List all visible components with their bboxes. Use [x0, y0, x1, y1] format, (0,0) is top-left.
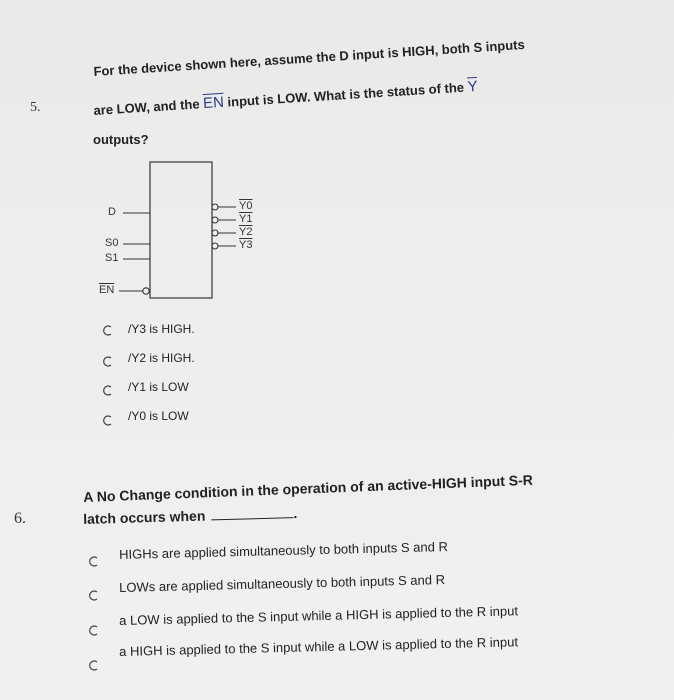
y3-bubble [212, 243, 218, 249]
y2-output-label: Y2 [239, 226, 253, 238]
q6-option-4-radio[interactable] [88, 660, 99, 671]
question-6-text-part: latch occurs when [83, 507, 206, 527]
radio-icon [102, 325, 113, 336]
q6-option-3-label[interactable]: a LOW is applied to the S input while a HIGH is applied to the R input [119, 603, 519, 628]
y0-bubble [212, 204, 218, 210]
en-overlined-label: $\overline{EN}$ [202, 93, 225, 113]
q5-option-1-label[interactable]: /Y3 is HIGH. [128, 322, 195, 336]
y-overlined-label: $\overline{Y}$ [467, 77, 479, 96]
question-6-text-line-1: A No Change condition in the operation of an active-HIGH input S-R [83, 471, 534, 505]
q5-option-2-radio[interactable] [102, 356, 113, 367]
radio-icon [88, 556, 99, 567]
q5-option-4-radio[interactable] [102, 415, 113, 426]
q5-option-2-label[interactable]: /Y2 is HIGH. [128, 351, 195, 365]
q5-option-3-label[interactable]: /Y1 is LOW [128, 380, 189, 394]
q6-option-1-radio[interactable] [88, 556, 99, 567]
radio-icon [102, 385, 113, 396]
decoder-body [150, 162, 212, 298]
en-bubble [143, 288, 149, 294]
y1-output-label: Y1 [239, 213, 253, 225]
radio-icon [88, 590, 99, 601]
question-5-text-line-2 [93, 78, 478, 120]
s0-input-label: S0 [105, 237, 119, 249]
question-6-number: 6. [14, 510, 26, 527]
s1-input-label: S1 [105, 252, 119, 264]
radio-icon [102, 415, 113, 426]
q5-option-1-radio[interactable] [102, 325, 113, 336]
q6-option-4-label[interactable]: a HIGH is applied to the S input while a LOW is applied to the R input [119, 634, 519, 659]
question-5-text-part-a: are LOW, and the [93, 96, 204, 118]
decoder-diagram [95, 160, 285, 305]
question-5-number: 5. [30, 100, 41, 115]
q6-option-1-label[interactable]: HIGHs are applied simultaneously to both inputs S and R [119, 538, 449, 562]
question-6-text-line-2 [83, 504, 297, 528]
en-input-label: $\overline{EN}$ [99, 284, 115, 296]
radio-icon [88, 660, 99, 671]
y3-output-label: Y3 [239, 239, 253, 251]
answer-blank [211, 517, 293, 520]
decoder-diagram-svg [95, 160, 285, 305]
q5-option-3-radio[interactable] [102, 385, 113, 396]
q5-option-4-label[interactable]: /Y0 is LOW [128, 409, 189, 423]
q6-option-3-radio[interactable] [88, 625, 99, 636]
q6-option-2-radio[interactable] [88, 590, 99, 601]
y1-bubble [212, 217, 218, 223]
y0-output-label: Y0 [239, 200, 253, 212]
y2-bubble [212, 230, 218, 236]
question-5-text-line-1: For the device shown here, assume the D input is HIGH, both S inputs [93, 36, 526, 79]
question-5-text-line-3: outputs? [93, 132, 149, 147]
q6-option-2-label[interactable]: LOWs are applied simultaneously to both inputs S and R [119, 572, 446, 595]
question-6-text-end: . [293, 505, 298, 522]
question-5-text-part-b: input is LOW. What is the status of the [223, 79, 469, 110]
radio-icon [102, 356, 113, 367]
radio-icon [88, 625, 99, 636]
d-input-label: D [108, 206, 116, 218]
